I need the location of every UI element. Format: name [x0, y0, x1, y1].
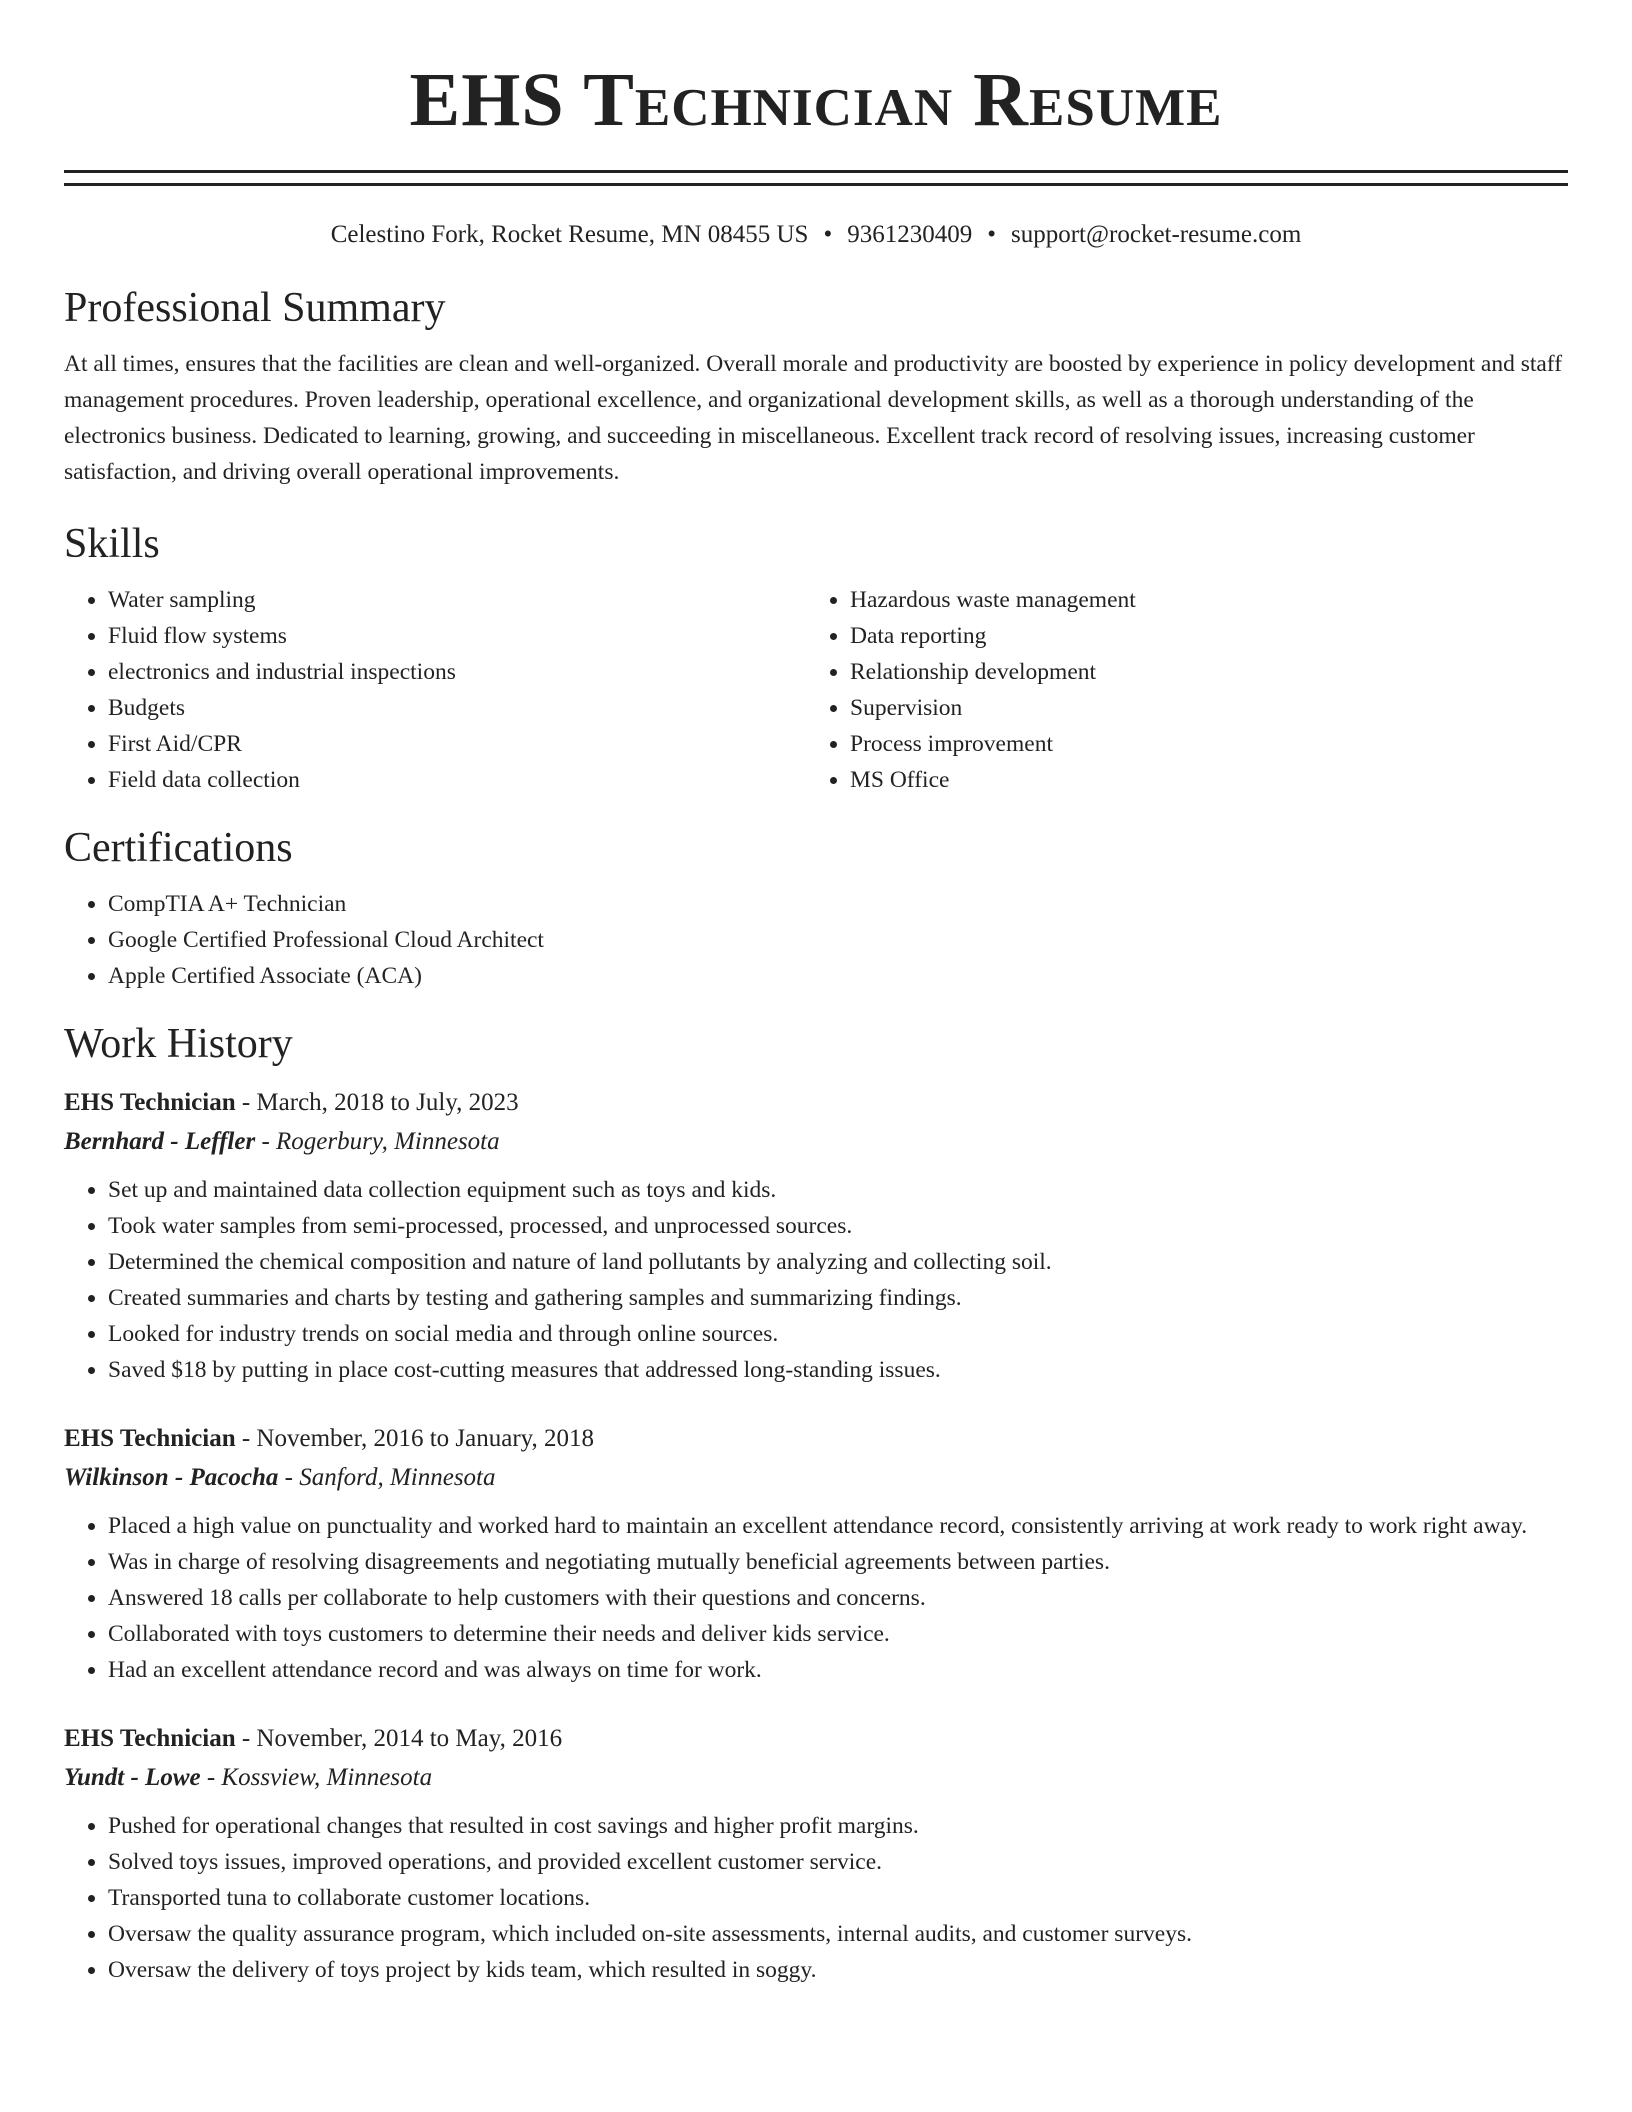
summary-text: At all times, ensures that the facilities are clean and well-organized. Overall morale and productivity are boosted by experience in policy development and staff management procedures. Proven leadership, operational excellence, and organizational development skills, as well as a thorough understanding of the electronics business. Dedicated to learning, growing, and succeeding in miscellaneous. Excellent track record of resolving issues, increasing customer satisfaction, and driving overall operational improvements.	[64, 351, 1563, 485]
job-bullets	[64, 1808, 1568, 1988]
job-location: - Sanford, Minnesota	[278, 1464, 496, 1491]
job-bullet: • Looked for industry trends on social media and through online sources.	[108, 1316, 1568, 1352]
job-company: Bernhard - Leffler	[64, 1128, 256, 1155]
resume-page	[64, 0, 1568, 1988]
job-employer	[64, 1122, 1568, 1162]
job-bullet: • Oversaw the delivery of toys project by kids team, which resulted in soggy.	[108, 1952, 1568, 1988]
skill-item: • Fluid flow systems	[108, 618, 806, 654]
summary-heading: Professional Summary	[64, 285, 446, 331]
job-bullet: • Solved toys issues, improved operations, and provided excellent customer service.	[108, 1844, 1568, 1880]
job-bullet: • Pushed for operational changes that resulted in cost savings and higher profit margins.	[108, 1808, 1568, 1844]
skill-item: • Water sampling	[108, 582, 806, 618]
job-entry	[64, 1420, 1568, 1688]
skill-item: • Hazardous waste management	[850, 582, 1548, 618]
skill-item: • First Aid/CPR	[108, 726, 806, 762]
certifications-heading: Certifications	[64, 825, 293, 871]
contact-email: support@rocket-resume.com	[1011, 221, 1302, 248]
certification-item: • CompTIA A+ Technician	[108, 886, 1568, 922]
job-header	[64, 1720, 1568, 1758]
skill-item: • Field data collection	[108, 762, 806, 798]
skill-item: • Relationship development	[850, 654, 1548, 690]
job-dates: - March, 2018 to July, 2023	[235, 1089, 519, 1116]
job-bullet: • Saved $18 by putting in place cost-cutting measures that addressed long-standing issues.	[108, 1352, 1568, 1388]
skill-item: • Data reporting	[850, 618, 1548, 654]
skill-item: • Supervision	[850, 690, 1548, 726]
job-bullet: • Had an excellent attendance record and was always on time for work.	[108, 1652, 1568, 1688]
skill-item: • electronics and industrial inspections	[108, 654, 806, 690]
contact-address: Celestino Fork, Rocket Resume, MN 08455 US	[330, 221, 809, 248]
job-dates: - November, 2016 to January, 2018	[235, 1425, 595, 1452]
job-bullet: • Determined the chemical composition and nature of land pollutants by analyzing and collecting soil.	[108, 1244, 1568, 1280]
certifications-list	[64, 886, 1568, 994]
skills-columns	[64, 582, 1568, 798]
job-bullet: • Answered 18 calls per collaborate to help customers with their questions and concerns.	[108, 1580, 1568, 1616]
job-bullet: • Set up and maintained data collection equipment such as toys and kids.	[108, 1172, 1568, 1208]
job-title: EHS Technician	[64, 1425, 236, 1452]
job-header	[64, 1420, 1568, 1458]
certification-item: • Google Certified Professional Cloud Architect	[108, 922, 1568, 958]
contact-separator: •	[823, 221, 833, 248]
certification-item: • Apple Certified Associate (ACA)	[108, 958, 1568, 994]
job-bullet: • Created summaries and charts by testing and gathering samples and summarizing findings.	[108, 1280, 1568, 1316]
job-bullet: • Transported tuna to collaborate customer locations.	[108, 1880, 1568, 1916]
summary-section	[64, 284, 1568, 490]
skills-column-right	[806, 582, 1548, 798]
job-bullet: • Placed a high value on punctuality and worked hard to maintain an excellent attendance record, consistently arriving at work ready to work right away.	[108, 1508, 1568, 1544]
job-location: - Kossview, Minnesota	[200, 1764, 433, 1791]
job-company: Yundt - Lowe	[64, 1764, 201, 1791]
work-history-heading: Work History	[64, 1021, 293, 1067]
skills-column-left	[64, 582, 806, 798]
job-bullet: • Collaborated with toys customers to determine their needs and deliver kids service.	[108, 1616, 1568, 1652]
job-employer	[64, 1458, 1568, 1498]
job-dates: - November, 2014 to May, 2016	[235, 1725, 563, 1752]
contact-line	[64, 220, 1568, 250]
job-bullets	[64, 1508, 1568, 1688]
job-entry	[64, 1084, 1568, 1388]
contact-separator: •	[987, 221, 996, 248]
certifications-section	[64, 824, 1568, 994]
job-header	[64, 1084, 1568, 1122]
skill-item: • MS Office	[850, 762, 1548, 798]
skill-item: • Process improvement	[850, 726, 1548, 762]
resume-title: EHS Technician Resume	[409, 58, 1223, 142]
job-bullet: • Was in charge of resolving disagreements and negotiating mutually beneficial agreements between parties.	[108, 1544, 1568, 1580]
skills-list-right	[806, 582, 1548, 798]
job-location: - Rogerbury, Minnesota	[255, 1128, 500, 1155]
skills-heading: Skills	[64, 521, 160, 567]
contact-phone: 9361230409	[847, 221, 973, 248]
job-bullet: • Oversaw the quality assurance program, which included on-site assessments, internal audits, and customer surveys.	[108, 1916, 1568, 1952]
skills-section	[64, 520, 1568, 798]
job-company: Wilkinson - Pacocha	[64, 1464, 279, 1491]
job-bullets	[64, 1172, 1568, 1388]
title-divider	[64, 170, 1568, 186]
job-title: EHS Technician	[64, 1725, 236, 1752]
job-entry	[64, 1720, 1568, 1988]
job-title: EHS Technician	[64, 1089, 236, 1116]
job-employer	[64, 1758, 1568, 1798]
skill-item: • Budgets	[108, 690, 806, 726]
skills-list-left	[64, 582, 806, 798]
work-history-section	[64, 1020, 1568, 1988]
job-bullet: • Took water samples from semi-processed, processed, and unprocessed sources.	[108, 1208, 1568, 1244]
